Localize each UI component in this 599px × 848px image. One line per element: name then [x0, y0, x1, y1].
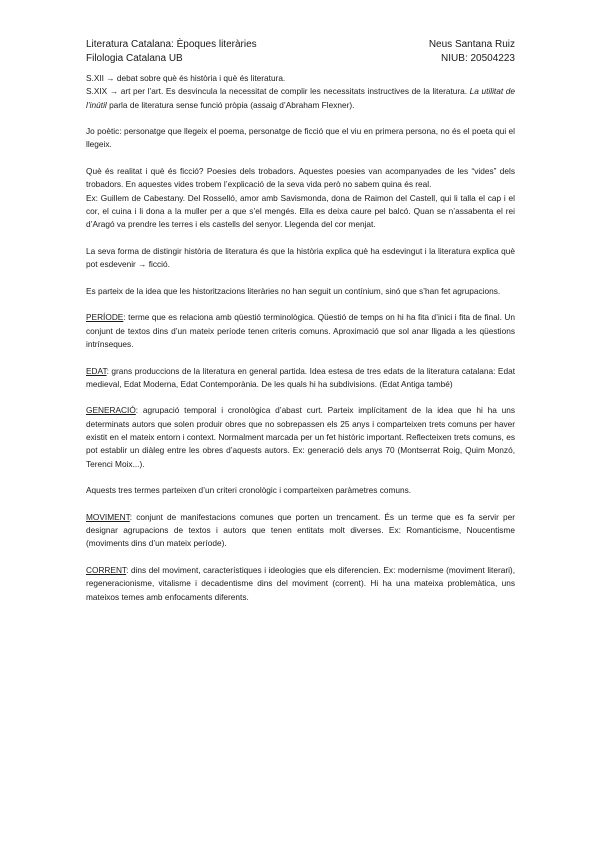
spacer: [86, 498, 515, 511]
header-row-1: [86, 38, 515, 52]
definition-edat-text: : grans produccions de la literatura en general partida. Idea estesa de tres edats de la literatura catalana: Edat medieval, Edat Moderna, Edat Contemporània. De les quals hi ha subdivisions. (Edat Antiga també): [86, 365, 515, 389]
definition-generacio-text: : agrupació temporal i cronològica d’abast curt. Parteix implícitament de la idea que hi ha uns determinats autors que solen produir obres que no sobrepassen els 25 anys i comparteixen trets comuns per haver existit en el mateix entorn i context. Normalment marcada per un fet històric important. Reflecteixen trets comuns, es pot establir un diàleg entre les obres d’aquests autors. Ex: generació dels anys 70 (Montserrat Roig, Quim Monzó, Terenci Moix...).: [86, 405, 515, 469]
student-id: NIUB: 20504223: [441, 52, 515, 64]
paragraph-jo-poetic: Jo poètic: personatge que llegeix el poema, personatge de ficció que el viu en primera persona, no és el poeta qui el llegeix.: [86, 126, 515, 150]
paragraph-cabestany: Ex: Guillem de Cabestany. Del Rosselló, amor amb Savismonda, dona de Raimon del Castell, qui li talla el cap i el cor, el cuina i li dona a la muller per a que s’el mengés. Ella es deixa caure pel balcó. Quan se n’assabenta el rei d’Aragó va prendre les terres i els castells del senyor. Llegenda del cor menjat.: [86, 192, 515, 230]
definition-moviment-text: : conjunt de manifestacions comunes que porten un trencament. És un terme que es fa servir per designar agrupacions de textos i autors que tenen entitats molt diverses. Ex: Romanticisme, Noucentisme (moviments dins d’un mateix període).: [86, 511, 515, 549]
definition-corrent: [86, 564, 515, 604]
paragraph-s19-text-b: parla de literatura sense funció pròpia (assaig d’Abraham Flexner).: [106, 99, 355, 110]
definition-periode: [86, 311, 515, 351]
paragraph-historia-literatura: La seva forma de distingir història de literatura és que la història explica què ha esdevingut i la literatura explica què pot esdevenir → ficció.: [86, 245, 515, 270]
definition-corrent-text: : dins del moviment, característiques i ideologies que els diferencien. Ex: modernisme (moviment literari), regeneracionisme, vitalisme i decadentisme dins del moviment (corrent). Hi ha una mateixa problemàtica, uns mateixos temes amb enfocaments diferents.: [86, 564, 515, 602]
page-header: [86, 38, 515, 65]
paragraph-s12: S.XII → debat sobre què és història i què és literatura.: [86, 73, 286, 83]
paragraph-tres-termes: Aquests tres termes parteixen d’un criteri cronològic i comparteixen paràmetres comuns.: [86, 485, 412, 496]
definition-edat: [86, 365, 515, 392]
institution: Filologia Catalana UB: [86, 52, 183, 64]
spacer: [86, 298, 515, 311]
term-corrent: CORRENT: [86, 564, 127, 575]
paragraph-s19-text-a: S.XIX → art per l’art. Es desvincula la necessitat de complir les necessitats instructives de la literatura.: [86, 86, 470, 97]
spacer: [86, 232, 515, 245]
spacer: [86, 152, 515, 165]
spacer: [86, 351, 515, 364]
spacer: [86, 391, 515, 404]
spacer: [86, 112, 515, 125]
definition-periode-text: : terme que es relaciona amb qüestió terminològica. Qüestió de temps on hi ha fita d’inici i fita de final. Un conjunt de textos dins d’un mateix període tenen criteris comuns. Aproximació que sol anar lligada a les qüestions intrínseques.: [86, 312, 515, 349]
term-generacio: GENERACIÓ: [86, 405, 136, 416]
definition-moviment: [86, 511, 515, 551]
paragraph-realitat-ficcio: Què és realitat i què és ficció? Poesies dels trobadors. Aquestes poesies van acompanyades de les “vides” dels trobadors. En aquestes vides trobem l’explicació de la seva vida però no sabem quina és real.: [86, 166, 515, 190]
term-periode: PERÍODE: [86, 312, 124, 323]
spacer: [86, 471, 515, 484]
definition-generacio: [86, 404, 515, 470]
header-row-2: [86, 52, 515, 66]
spacer: [86, 551, 515, 564]
term-edat: EDAT: [86, 365, 107, 376]
course-title: Literatura Catalana: Èpoques literàries: [86, 39, 257, 50]
author-name: Neus Santana Ruiz: [428, 39, 515, 50]
term-moviment: MOVIMENT: [86, 511, 130, 522]
document-body: [86, 72, 515, 604]
paragraph-historitzacions: Es parteix de la idea que les historitzacions literàries no han seguit un contínium, sinó que s’han fet agrupacions.: [86, 285, 501, 296]
spacer: [86, 271, 515, 284]
book-title: La utilitat de l’inútil: [86, 86, 515, 110]
paragraph-s19: [86, 85, 515, 112]
